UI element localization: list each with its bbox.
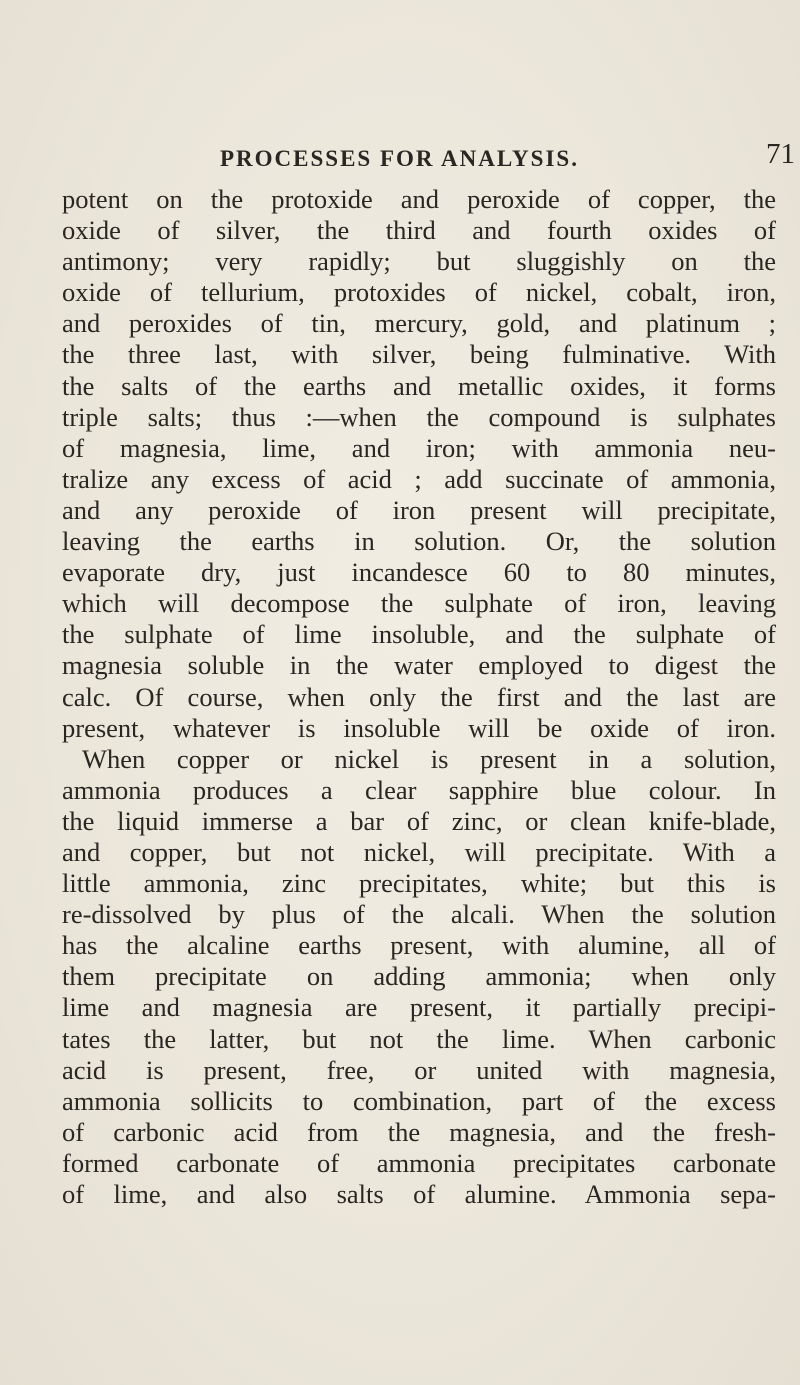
running-title: PROCESSES FOR ANALYSIS.	[220, 146, 579, 171]
text-line: the three last, with silver, being fulminative. With	[62, 339, 776, 370]
text-line: lime and magnesia are present, it partially precipi-	[62, 992, 776, 1023]
text-line: has the alcaline earths present, with alumine, all of	[62, 930, 776, 961]
text-line: antimony; very rapidly; but sluggishly on the	[62, 246, 776, 277]
text-line: formed carbonate of ammonia precipitates carbonate	[62, 1147, 776, 1178]
text-line: oxide of tellurium, protoxides of nickel, cobalt, iron,	[62, 277, 776, 308]
text-line: and any peroxide of iron present will precipitate,	[62, 494, 776, 525]
text-line: and peroxides of tin, mercury, gold, and platinum ;	[62, 308, 776, 339]
text-line: calc. Of course, when only the first and the last are	[62, 681, 776, 712]
text-line: magnesia soluble in the water employed to digest the	[62, 650, 776, 681]
text-line: When copper or nickel is present in a solution,	[82, 743, 776, 774]
text-line: which will decompose the sulphate of iron, leaving	[62, 588, 776, 619]
text-line: tates the latter, but not the lime. When carbonic	[62, 1023, 776, 1054]
text-line: present, whatever is insoluble will be oxide of iron.	[62, 712, 776, 743]
text-line: them precipitate on adding ammonia; when only	[62, 961, 776, 992]
text-line: potent on the protoxide and peroxide of copper, the	[62, 184, 776, 214]
text-line: oxide of silver, the third and fourth oxides of	[62, 215, 776, 246]
page-number: 71	[766, 138, 795, 170]
text-line: ammonia sollicits to combination, part of the excess	[62, 1085, 776, 1116]
text-line: and copper, but not nickel, will precipitate. With a	[62, 836, 776, 867]
body-paragraph	[62, 184, 776, 1210]
text-line: the salts of the earths and metallic oxides, it forms	[62, 370, 776, 401]
text-line: the sulphate of lime insoluble, and the sulphate of	[62, 619, 776, 650]
text-line: of lime, and also salts of alumine. Ammonia sepa-	[62, 1179, 776, 1209]
page-header	[0, 134, 800, 174]
text-line: of magnesia, lime, and iron; with ammonia neu-	[62, 432, 776, 463]
text-line: triple salts; thus :—when the compound is sulphates	[62, 401, 776, 432]
text-line: of carbonic acid from the magnesia, and the fresh-	[62, 1116, 776, 1147]
text-line: tralize any excess of acid ; add succinate of ammonia,	[62, 463, 776, 494]
text-line: ammonia produces a clear sapphire blue colour. In	[62, 774, 776, 805]
text-line: evaporate dry, just incandesce 60 to 80 minutes,	[62, 557, 776, 588]
text-line: acid is present, free, or united with magnesia,	[62, 1054, 776, 1085]
text-line: the liquid immerse a bar of zinc, or clean knife-blade,	[62, 805, 776, 836]
text-line: re-dissolved by plus of the alcali. When the solution	[62, 899, 776, 930]
text-line: little ammonia, zinc precipitates, white; but this is	[62, 868, 776, 899]
text-line: leaving the earths in solution. Or, the solution	[62, 526, 776, 557]
